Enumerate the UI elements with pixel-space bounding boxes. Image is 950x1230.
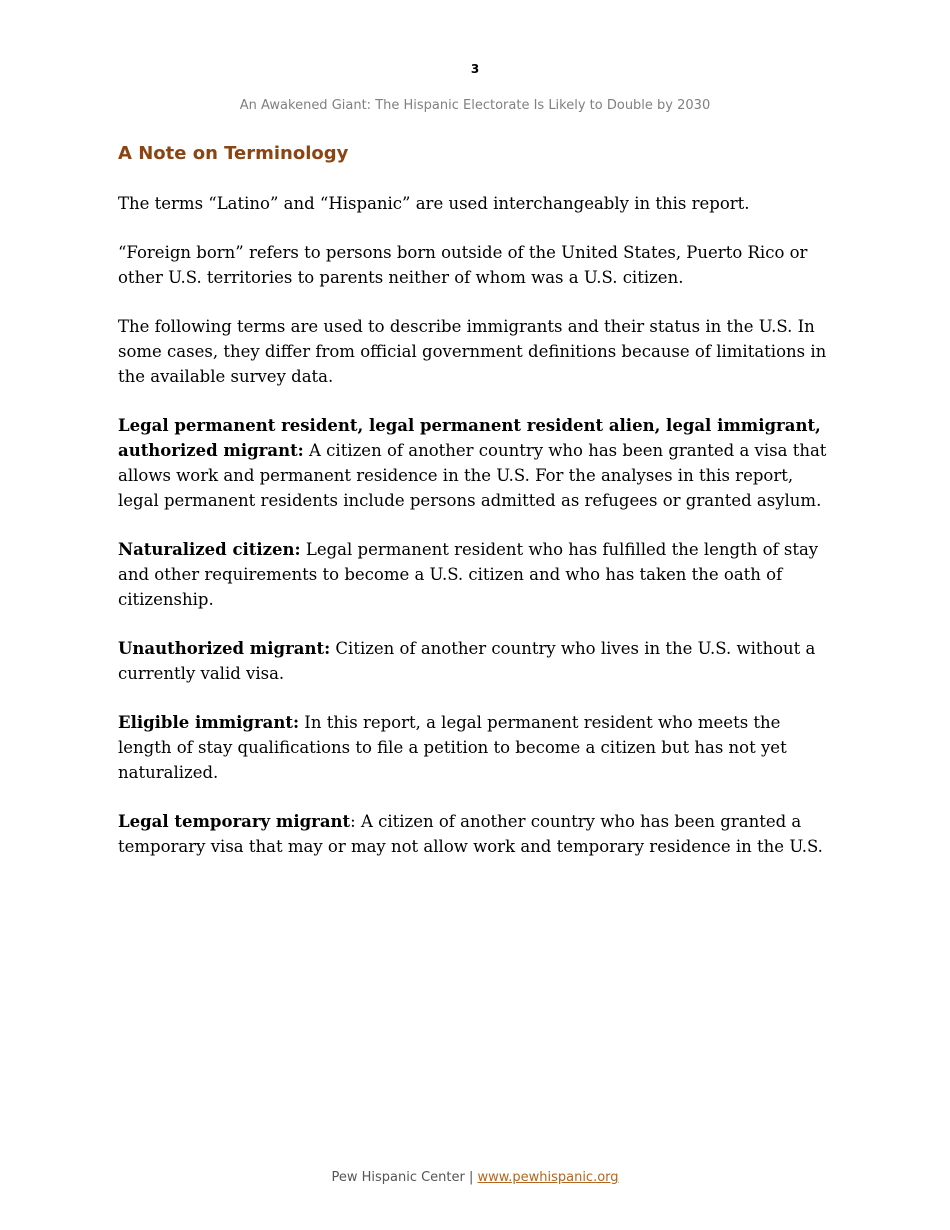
- paragraph-foreign-born: “Foreign born” refers to persons born outside of the United States, Puerto Rico or other U.S. territories to parents neither of whom was a U.S. citizen.: [118, 243, 808, 287]
- definition-term: Eligible immigrant:: [118, 713, 300, 732]
- definition-naturalized-citizen: [118, 537, 838, 612]
- definition-text: Citizen of another country who lives in the U.S. without a currently valid visa.: [118, 639, 816, 683]
- definition-eligible-immigrant: [118, 710, 838, 785]
- page-number: 3: [470, 62, 480, 76]
- definition-text: A citizen of another country who has been granted a visa that allows work and permanent residence in the U.S. For the analyses in this report, legal permanent residents include persons admitted as refugees or granted asylum.: [118, 441, 827, 510]
- section-title: A Note on Terminology: [118, 143, 349, 164]
- definition-term: Naturalized citizen:: [118, 540, 301, 559]
- definition-text: In this report, a legal permanent resident who meets the length of stay qualifications to file a petition to become a citizen but has not yet naturalized.: [118, 713, 787, 782]
- definition-text: : A citizen of another country who has been granted a temporary visa that may or may not allow work and temporary residence in the U.S.: [118, 812, 823, 856]
- paragraph-latino-hispanic: The terms “Latino” and “Hispanic” are used interchangeably in this report.: [118, 194, 750, 213]
- running-header: An Awakened Giant: The Hispanic Electorate Is Likely to Double by 2030: [239, 98, 711, 113]
- footer: [0, 1169, 950, 1187]
- definition-legal-permanent-resident: [118, 413, 838, 513]
- definition-text: Legal permanent resident who has fulfilled the length of stay and other requirements to become a U.S. citizen and who has taken the oath of citizenship.: [118, 540, 819, 609]
- body-text: [118, 191, 838, 883]
- definition-term: Legal temporary migrant: [118, 812, 351, 831]
- definition-term: Unauthorized migrant:: [118, 639, 331, 658]
- paragraph-terms-intro: The following terms are used to describe immigrants and their status in the U.S. In some cases, they differ from official government definitions because of limitations in the available survey data.: [118, 317, 827, 386]
- footer-org: Pew Hispanic Center: [331, 1170, 465, 1185]
- definition-legal-temporary-migrant: [118, 809, 838, 859]
- definition-term: Legal permanent resident, legal permanent resident alien, legal immigrant, authorized migrant:: [118, 416, 821, 460]
- footer-separator: |: [464, 1170, 478, 1185]
- footer-website-link[interactable]: www.pewhispanic.org: [477, 1170, 619, 1185]
- definition-unauthorized-migrant: [118, 636, 838, 686]
